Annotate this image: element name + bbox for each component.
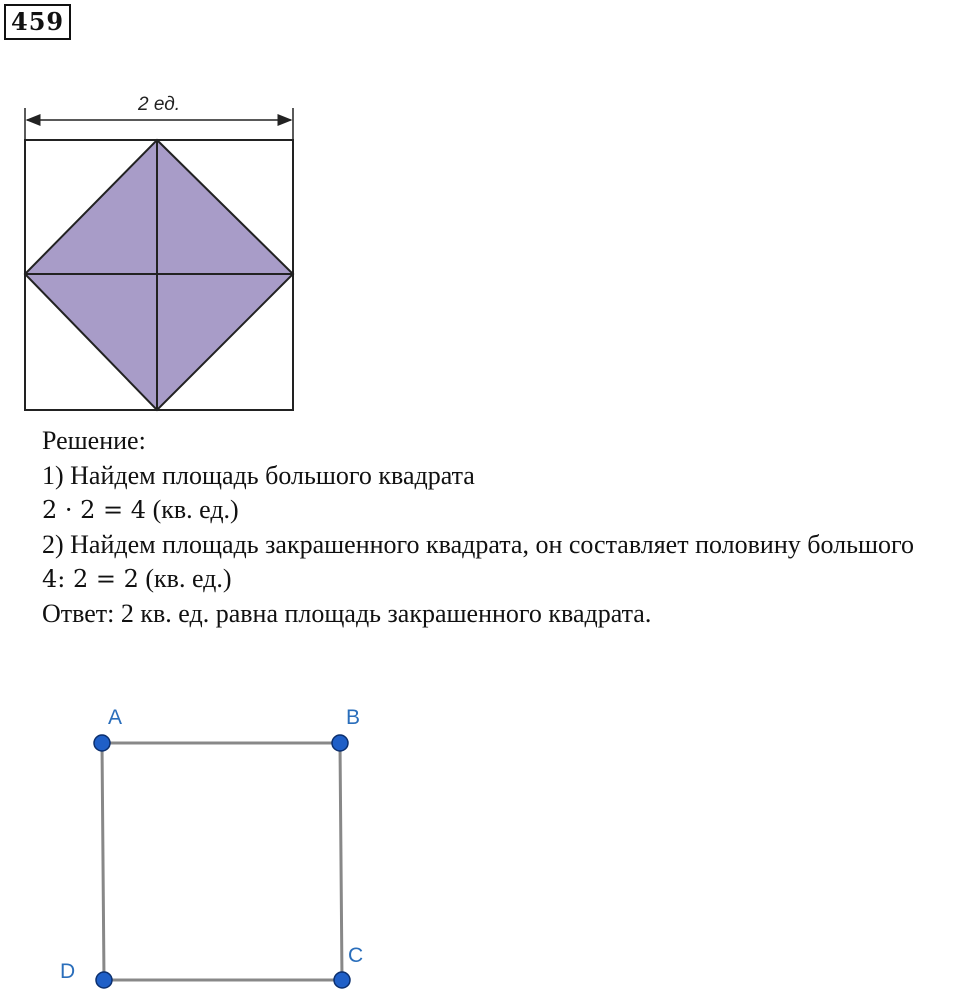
solution-text xyxy=(42,424,957,631)
point-a xyxy=(94,735,110,751)
calc-2-unit: (кв. ед.) xyxy=(138,564,232,593)
answer: Ответ: 2 кв. ед. равна площадь закрашенного квадрата. xyxy=(42,598,652,628)
label-a: A xyxy=(108,706,123,729)
point-d xyxy=(96,972,112,988)
step-2: 2) Найдем площадь закрашенного квадрата, он составляет половину большого xyxy=(42,529,914,559)
calc-1-expression: 2 · 2 = 4 xyxy=(42,496,147,524)
calc-2-expression: 4: 2 = 2 xyxy=(42,565,139,593)
label-d: D xyxy=(60,960,76,983)
point-b xyxy=(332,735,348,751)
dimension-label: 2 ед. xyxy=(138,94,180,115)
calculation-1 xyxy=(42,493,957,528)
point-c xyxy=(334,972,350,988)
label-b: B xyxy=(346,706,361,729)
shaded-diamond-figure xyxy=(20,90,310,420)
problem-number: 459 xyxy=(4,4,71,40)
label-c: C xyxy=(348,944,364,967)
calculation-2 xyxy=(42,562,957,597)
square-abcd xyxy=(102,743,342,980)
step-1: 1) Найдем площадь большого квадрата xyxy=(42,460,475,490)
solution-heading: Решение: xyxy=(42,426,146,455)
square-abcd-figure xyxy=(50,700,380,991)
calc-1-unit: (кв. ед.) xyxy=(146,495,239,524)
